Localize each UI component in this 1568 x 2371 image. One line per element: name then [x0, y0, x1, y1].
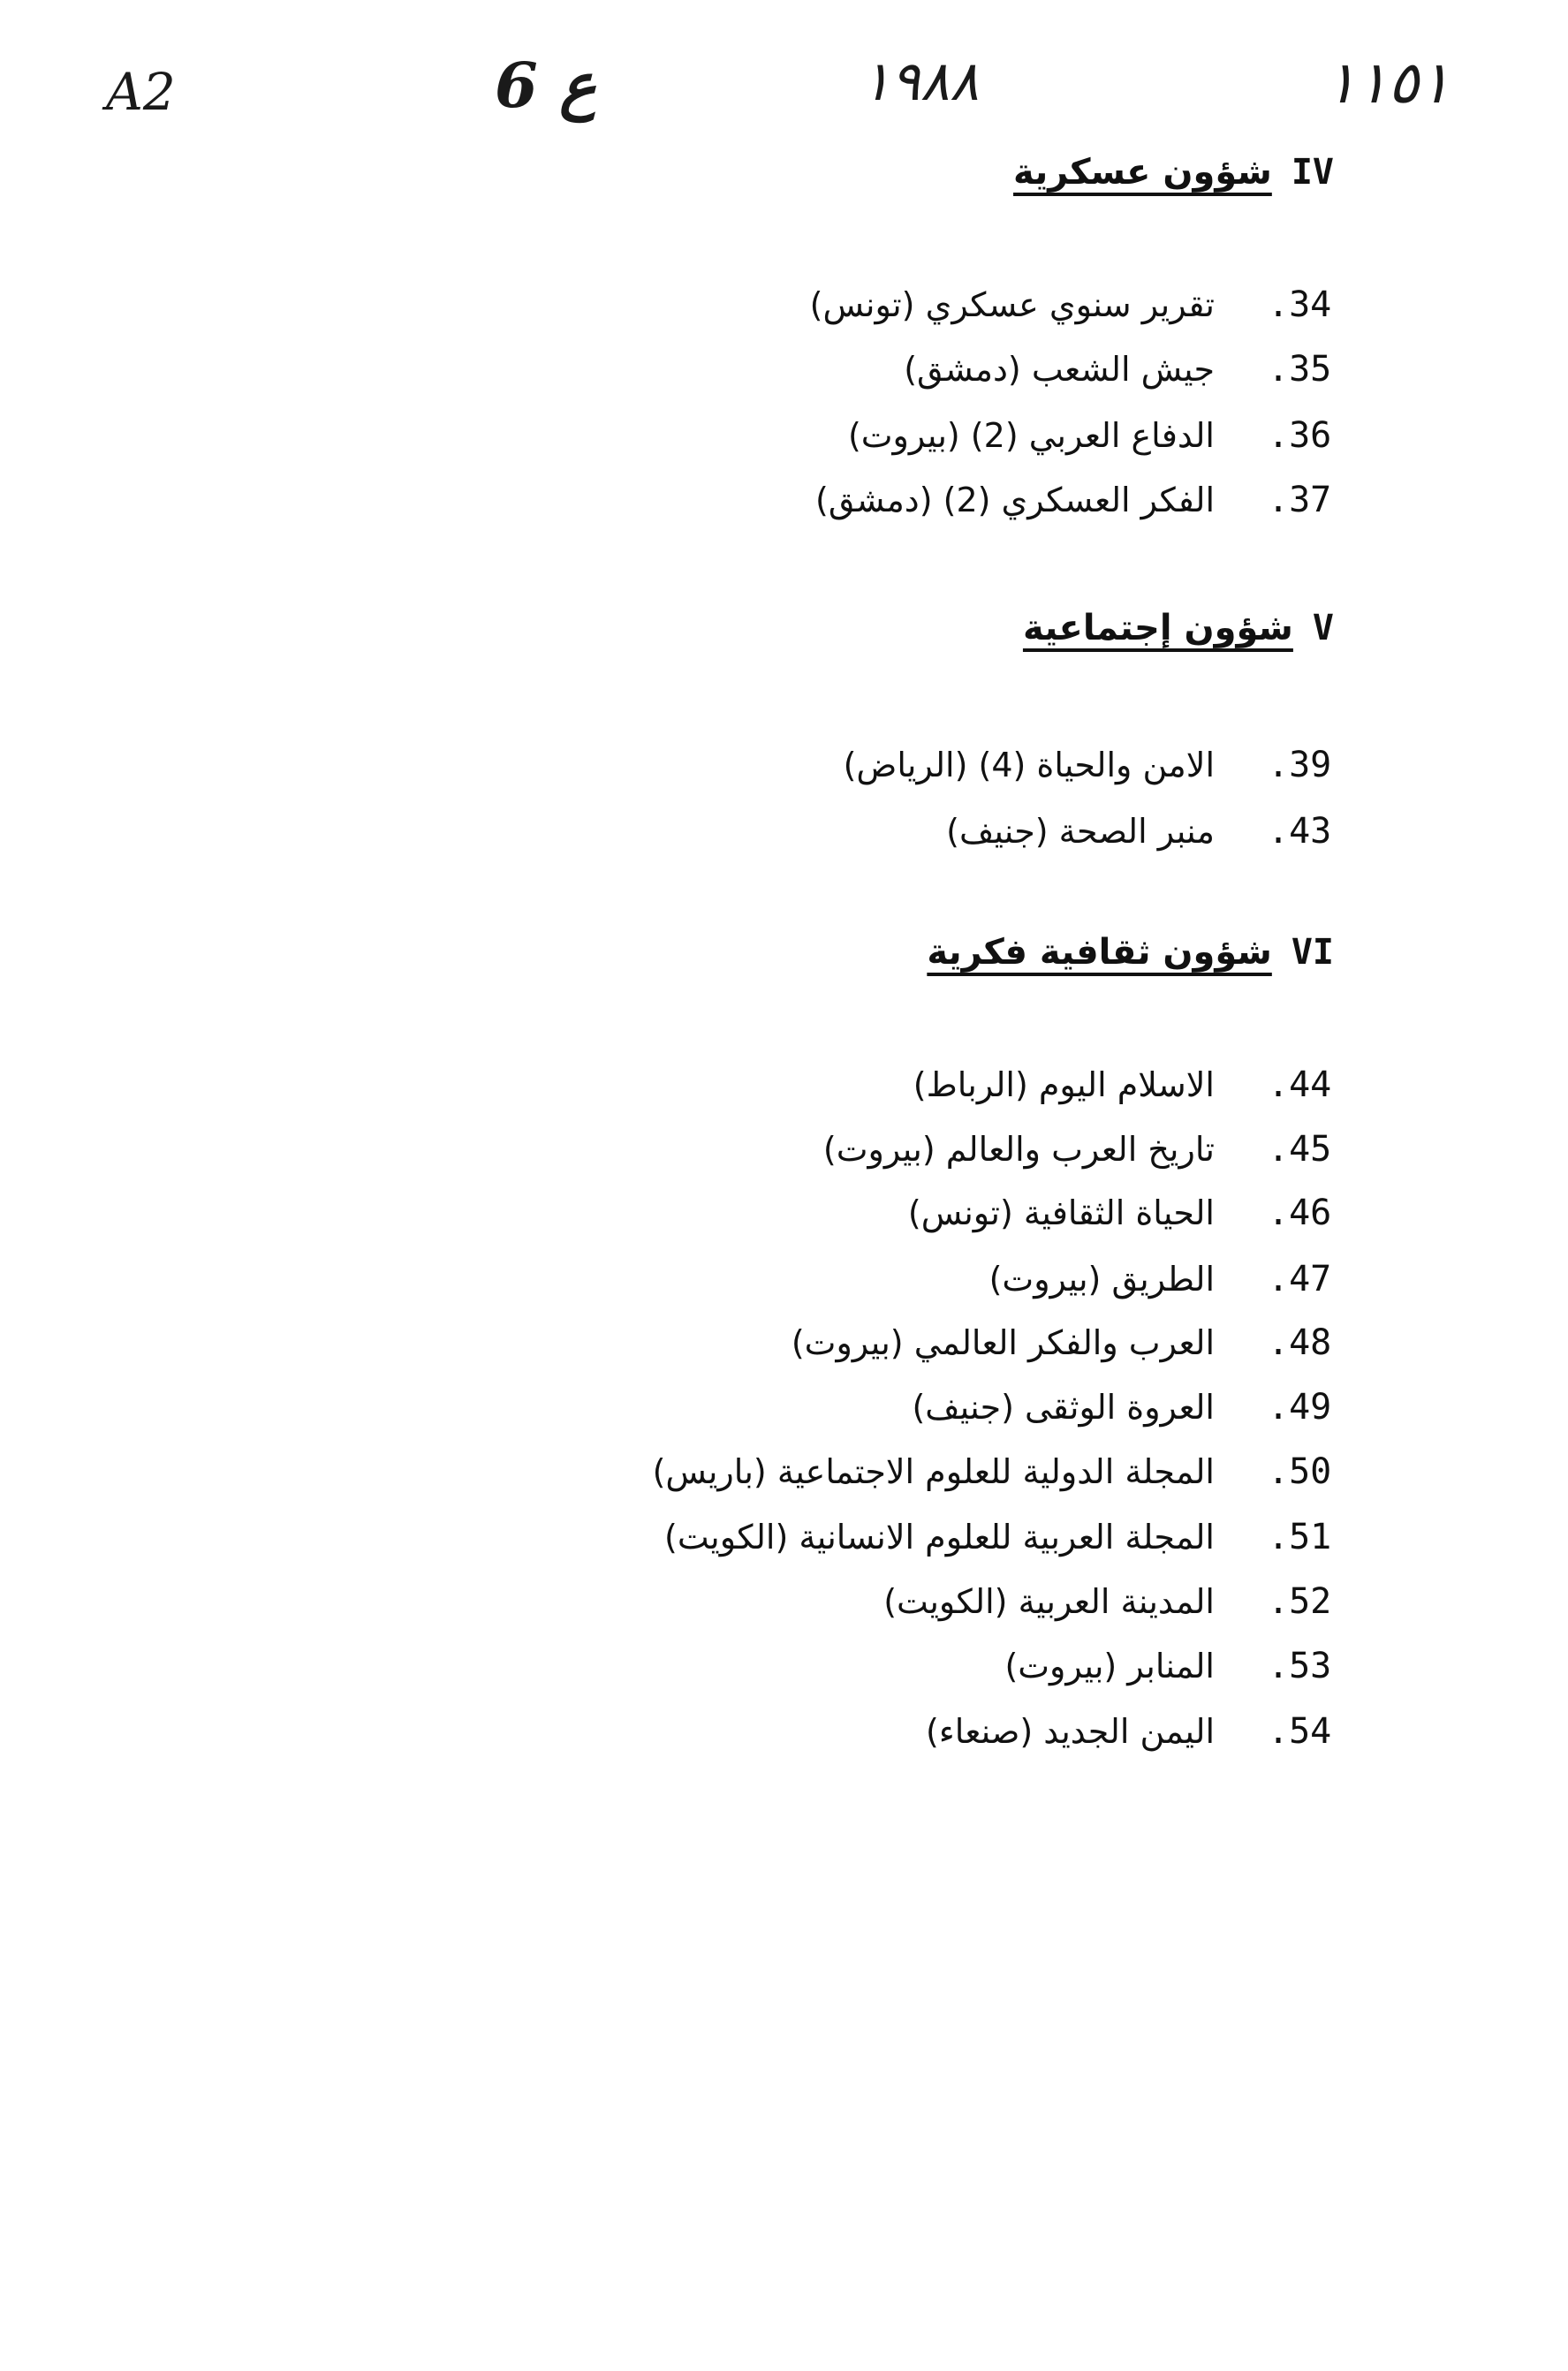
item-title: الطريق (بيروت) [989, 1260, 1215, 1299]
list-item [653, 1451, 1365, 1492]
handwritten-mark-a2: A2 [106, 62, 176, 122]
list-item [912, 1387, 1365, 1428]
item-title: جيش الشعب (دمشق) [904, 350, 1215, 389]
item-number: .37 [1268, 480, 1332, 520]
list-item [883, 1581, 1365, 1622]
section-title: شؤون ثقافية فكرية [927, 932, 1272, 973]
item-number: .51 [1268, 1517, 1332, 1557]
item-number: .52 [1268, 1581, 1332, 1622]
section-number: V [1312, 608, 1334, 648]
item-title: تقرير سنوي عسكري (تونس) [809, 285, 1215, 324]
item-title: العرب والفكر العالمي (بيروت) [791, 1323, 1215, 1362]
item-number: .47 [1268, 1259, 1332, 1299]
item-number: .46 [1268, 1193, 1332, 1233]
item-title: المنابر (بيروت) [1004, 1647, 1215, 1685]
item-title: الفكر العسكري (2) (دمشق) [815, 481, 1215, 519]
list-item [844, 745, 1365, 785]
item-title: المدينة العربية (الكويت) [883, 1582, 1215, 1621]
item-title: الحياة الثقافية (تونس) [907, 1193, 1215, 1232]
item-number: .48 [1268, 1322, 1332, 1363]
section-title: شؤون إجتماعية [1022, 608, 1293, 648]
list-item [823, 1129, 1365, 1170]
item-number: .43 [1268, 811, 1332, 852]
list-item [810, 284, 1365, 325]
item-number: .35 [1268, 349, 1332, 390]
handwritten-reference-number: ١١٥١ [1325, 49, 1451, 117]
section-heading-military [1013, 152, 1334, 193]
section-heading-social [1023, 608, 1334, 648]
item-title: الاسلام اليوم (الرباط) [913, 1065, 1215, 1104]
item-title: المجلة الدولية للعلوم الاجتماعية (باريس) [652, 1452, 1215, 1491]
list-item [908, 1193, 1365, 1233]
item-title: اليمن الجديد (صنعاء) [926, 1712, 1215, 1751]
item-number: .36 [1268, 415, 1332, 456]
list-item [913, 1064, 1365, 1105]
item-number: .53 [1268, 1646, 1332, 1686]
item-title: الامن والحياة (4) (الرياض) [843, 746, 1215, 784]
item-number: .45 [1268, 1129, 1332, 1170]
list-item [926, 1711, 1365, 1752]
item-number: .39 [1268, 745, 1332, 785]
section-heading-cultural [927, 932, 1334, 973]
handwritten-mark-issue: 6 ع [495, 49, 596, 122]
list-item [989, 1259, 1365, 1299]
item-title: تاريخ العرب والعالم (بيروت) [822, 1130, 1215, 1169]
item-number: .34 [1268, 284, 1332, 325]
item-number: .44 [1268, 1064, 1332, 1105]
section-title: شؤون عسكرية [1013, 152, 1272, 193]
item-number: .54 [1268, 1711, 1332, 1752]
item-number: .49 [1268, 1387, 1332, 1428]
section-number: IV [1291, 152, 1334, 193]
handwritten-year: ١٩٨٨ [861, 49, 980, 113]
item-title: منبر الصحة (جنيف) [946, 812, 1215, 851]
item-title: الدفاع العربي (2) (بيروت) [847, 416, 1215, 455]
item-number: .50 [1268, 1451, 1332, 1492]
item-title: المجلة العربية للعلوم الانسانية (الكويت) [664, 1518, 1215, 1557]
list-item [904, 349, 1365, 390]
list-item [1004, 1646, 1365, 1686]
list-item [848, 415, 1365, 456]
list-item [815, 480, 1365, 520]
section-number: VI [1291, 932, 1334, 973]
list-item [664, 1517, 1365, 1557]
item-title: العروة الوثقى (جنيف) [912, 1388, 1215, 1427]
list-item [946, 811, 1365, 852]
list-item [792, 1322, 1365, 1363]
